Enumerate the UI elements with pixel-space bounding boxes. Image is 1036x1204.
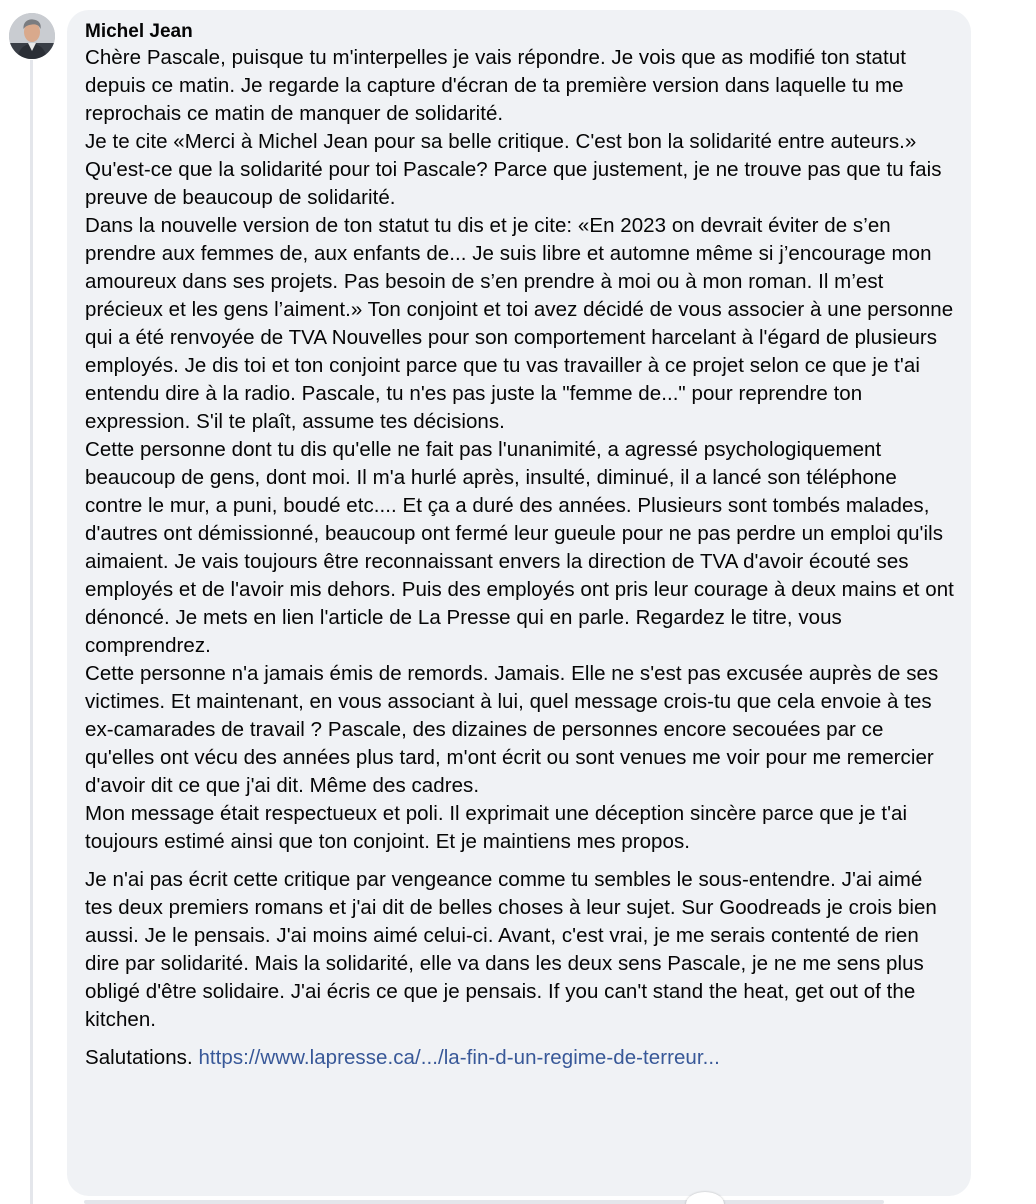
paragraph-gap: [85, 1034, 955, 1044]
comment-paragraph-second: Je n'ai pas écrit cette critique par vengeance comme tu sembles le sous-entendre. J'ai aimé tes deux premiers romans et j'ai dit de belles choses à leur sujet. Sur Goodreads je crois bien aussi. Je le pensais. J'ai moins aimé celui-ci. Avant, c'est vrai, je me serais contenté de rien dire par solidarité. Mais la solidarité, elle va dans les deux sens Pascale, je ne me sens plus obligé d'être solidaire. J'ai écris ce que je pensais. If you can't stand the heat, get out of the kitchen.: [85, 868, 937, 1031]
comment-author[interactable]: Michel Jean: [85, 21, 193, 42]
avatar[interactable]: [9, 13, 55, 59]
comment-body: [85, 44, 955, 1072]
comment-paragraph: Je te cite «Merci à Michel Jean pour sa belle critique. C'est bon la solidarité entre auteurs.» Qu'est-ce que la solidarité pour toi Pascale? Parce que justement, je ne trouve pas que tu fais preuve de beaucoup de solidarité.: [85, 130, 942, 209]
thread-line: [30, 60, 33, 1204]
comment-paragraph: Chère Pascale, puisque tu m'interpelles je vais répondre. Je vois que as modifié ton statut depuis ce matin. Je regarde la capture d'écran de ta première version dans laquelle tu me reprochais ce matin de manquer de solidarité.: [85, 46, 906, 125]
comment-paragraph: Cette personne n'a jamais émis de remords. Jamais. Elle ne s'est pas excusée auprès de ses victimes. Et maintenant, en vous associant à lui, quel message crois-tu que cela envoie à tes ex-camarades de travail ? Pascale, des dizaines de personnes encore secouées par ce qu'elles ont vécu des années plus tard, m'ont écrit ou sont venues me voir pour me remercier d'avoir dit ce que j'ai dit. Même des cadres.: [85, 662, 939, 797]
comment-paragraph: Cette personne dont tu dis qu'elle ne fait pas l'unanimité, a agressé psychologiquement beaucoup de gens, dont moi. Il m'a hurlé après, insulté, diminué, il a lancé son téléphone contre le mur, a puni, boudé etc.... Et ça a duré des années. Plusieurs sont tombés malades, d'autres ont démissionné, beaucoup ont fermé leur gueule pour ne pas perdre un emploi qu'ils aimaient. Je vais toujours être reconnaissant envers la direction de TVA d'avoir écouté ses employés et de l'avoir mis dehors. Puis des employés ont pris leur courage à deux mains et ont dénoncé. Je mets en lien l'article de La Presse qui en parle. Regardez le titre, vous comprendrez.: [85, 438, 954, 657]
comment-bubble: [67, 10, 971, 1196]
bottom-divider: [84, 1200, 884, 1204]
paragraph-gap: [85, 856, 955, 866]
comment-paragraph: Mon message était respectueux et poli. Il exprimait une déception sincère parce que je t'ai toujours estimé ainsi que ton conjoint. Et je maintiens mes propos.: [85, 802, 908, 853]
closing-text: Salutations.: [85, 1046, 193, 1069]
article-link[interactable]: https://www.lapresse.ca/.../la-fin-d-un-regime-de-terreur...: [198, 1046, 720, 1069]
comment-paragraph: Dans la nouvelle version de ton statut tu dis et je cite: «En 2023 on devrait éviter de s’en prendre aux femmes de, aux enfants de... Je suis libre et automne même si j’encourage mon amoureux dans ses projets. Pas besoin de s’en prendre à moi ou à mon roman. Il m’est précieux et les gens l’aiment.» Ton conjoint et toi avez décidé de vous associer à une personne qui a été renvoyée de TVA Nouvelles pour son comportement harcelant à l'égard de plusieurs employés. Je dis toi et ton conjoint parce que tu vas travailler à ce projet selon ce que je t'ai entendu dire à la radio. Pascale, tu n'es pas juste la "femme de..." pour reprendre ton expression. S'il te plaît, assume tes décisions.: [85, 214, 954, 433]
profile-photo-icon: [9, 13, 55, 59]
comment-closing-line: [85, 1044, 955, 1072]
